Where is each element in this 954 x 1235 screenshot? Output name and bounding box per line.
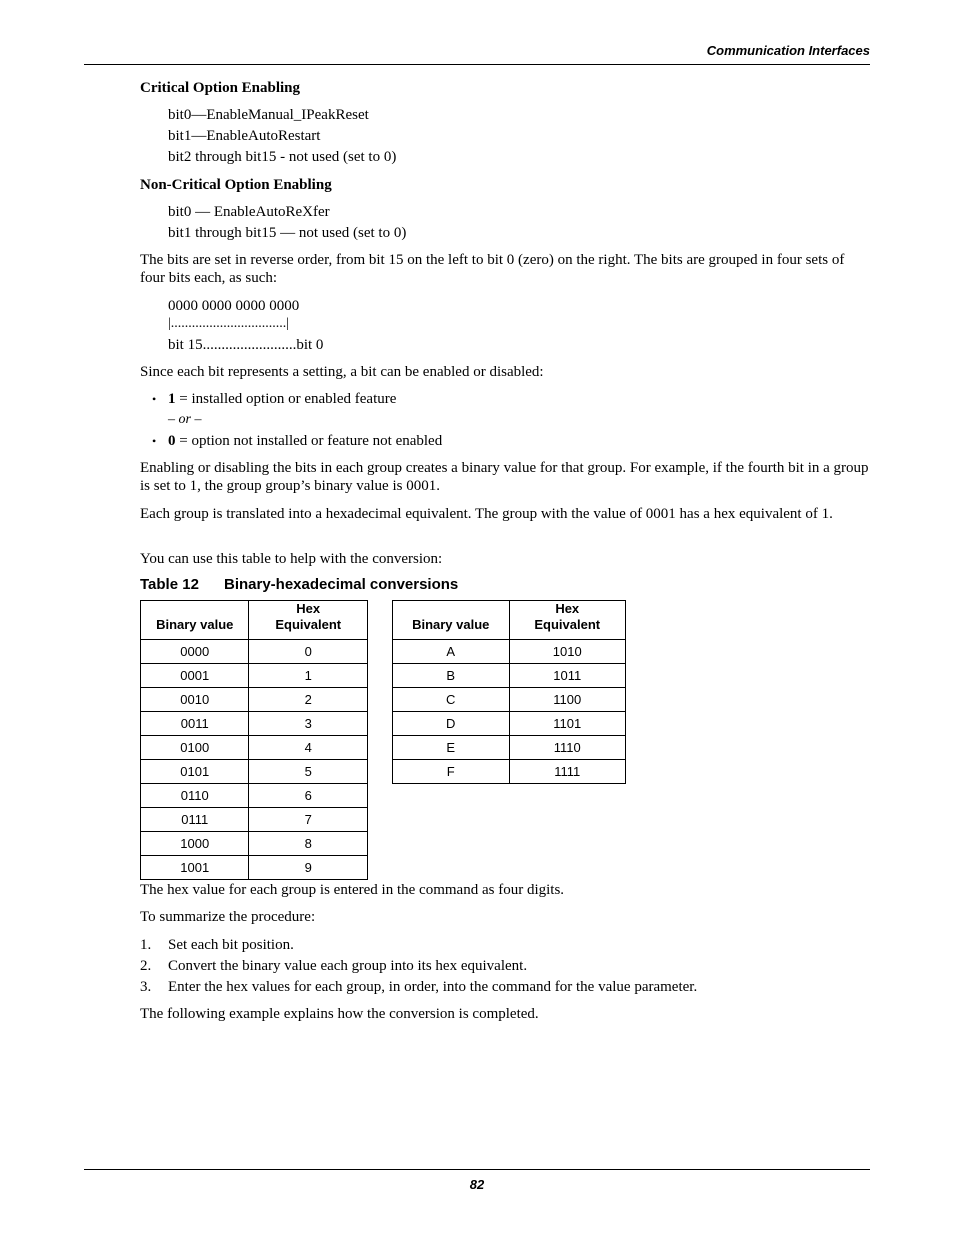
table-row (393, 712, 626, 736)
bullet-item-zero (168, 432, 442, 450)
noncritical-heading: Non-Critical Option Enabling (140, 177, 332, 193)
critical-item: bit2 through bit15 - not used (set to 0) (168, 149, 397, 165)
running-header: Communication Interfaces (706, 43, 870, 58)
binary-value-cell: 0110 (141, 784, 249, 808)
paragraph-summarize: To summarize the procedure: (140, 909, 316, 925)
bullet-bold-value: 0 (168, 433, 176, 449)
binary-value-cell: E (393, 736, 510, 760)
bullet-icon: • (152, 434, 157, 448)
table-row (141, 640, 368, 664)
page-number: 82 (469, 1177, 485, 1192)
table-row (141, 784, 368, 808)
bullet-text: = option not installed or feature not enabled (175, 433, 443, 449)
table-row (393, 760, 626, 784)
critical-heading: Critical Option Enabling (140, 80, 301, 96)
paragraph-following: The following example explains how the conversion is completed. (140, 1006, 539, 1022)
bit-diagram-line: |.................................| (168, 316, 290, 331)
step-number: 3. (140, 979, 152, 995)
table-row (141, 832, 368, 856)
step-number: 1. (140, 937, 152, 953)
hex-equivalent-cell: 0 (249, 640, 368, 664)
hex-equivalent-cell: 1110 (509, 736, 626, 760)
column-header-binary: Binary value (141, 601, 249, 640)
critical-item: bit1—EnableAutoRestart (168, 128, 321, 144)
table-row (393, 640, 626, 664)
binary-value-cell: A (393, 640, 510, 664)
table-row (141, 856, 368, 880)
step-text: Enter the hex values for each group, in order, into the command for the value parameter. (168, 979, 698, 995)
binary-value-cell: 1001 (141, 856, 249, 880)
step-text: Convert the binary value each group into its hex equivalent. (168, 958, 528, 974)
paragraph-use-table: You can use this table to help with the conversion: (140, 551, 443, 567)
footer-rule (84, 1169, 870, 1170)
hex-equivalent-cell: 5 (249, 760, 368, 784)
table-title: Binary-hexadecimal conversions (224, 576, 459, 593)
hex-equivalent-cell: 1011 (509, 664, 626, 688)
table-row (141, 664, 368, 688)
step-number: 2. (140, 958, 152, 974)
bullet-or-separator: – or – (168, 412, 202, 427)
hex-equivalent-cell: 1 (249, 664, 368, 688)
conversion-table-right (392, 600, 626, 784)
binary-value-cell: F (393, 760, 510, 784)
binary-value-cell: 0000 (141, 640, 249, 664)
column-header-hex (509, 601, 626, 640)
table-row (393, 664, 626, 688)
binary-value-cell: 1000 (141, 832, 249, 856)
noncritical-item: bit1 through bit15 — not used (set to 0) (168, 225, 407, 241)
column-header-hex-text: Hex Equivalent (275, 601, 342, 632)
paragraph-setting: Since each bit represents a setting, a bit can be enabled or disabled: (140, 364, 544, 380)
header-rule (84, 64, 870, 65)
hex-equivalent-cell: 1100 (509, 688, 626, 712)
table-row (393, 688, 626, 712)
noncritical-item: bit0 — EnableAutoReXfer (168, 204, 330, 220)
table-row (141, 760, 368, 784)
binary-value-cell: 0010 (141, 688, 249, 712)
bullet-bold-value: 1 (168, 391, 176, 407)
hex-equivalent-cell: 1010 (509, 640, 626, 664)
hex-equivalent-cell: 4 (249, 736, 368, 760)
hex-equivalent-cell: 9 (249, 856, 368, 880)
table-row (141, 688, 368, 712)
table-row (393, 736, 626, 760)
hex-equivalent-cell: 8 (249, 832, 368, 856)
binary-value-cell: 0101 (141, 760, 249, 784)
paragraph-enabling: Enabling or disabling the bits in each group creates a binary value for that group. For example, if the fourth bit in a group is set to 1, the group group’s binary value is 0001. (140, 460, 869, 494)
binary-value-cell: 0001 (141, 664, 249, 688)
paragraph-reverse-order: The bits are set in reverse order, from bit 15 on the left to bit 0 (zero) on the right. The bits are grouped in four sets of four bits each, as such: (140, 252, 845, 286)
binary-value-cell: 0111 (141, 808, 249, 832)
critical-item: bit0—EnableManual_IPeakReset (168, 107, 369, 123)
binary-value-cell: 0100 (141, 736, 249, 760)
bit-diagram-line: 0000 0000 0000 0000 (168, 298, 300, 314)
binary-value-cell: D (393, 712, 510, 736)
table-caption (140, 576, 458, 593)
binary-value-cell: B (393, 664, 510, 688)
binary-value-cell: 0011 (141, 712, 249, 736)
hex-equivalent-cell: 7 (249, 808, 368, 832)
paragraph-translated: Each group is translated into a hexadecimal equivalent. The group with the value of 0001 has a hex equivalent of 1. (140, 506, 833, 522)
conversion-table-left (140, 600, 368, 880)
bullet-icon: • (152, 392, 157, 406)
hex-equivalent-cell: 2 (249, 688, 368, 712)
bullet-item-one (168, 390, 396, 408)
table-row (141, 712, 368, 736)
paragraph-hex-value: The hex value for each group is entered in the command as four digits. (140, 882, 565, 898)
table-row (141, 808, 368, 832)
hex-equivalent-cell: 1111 (509, 760, 626, 784)
column-header-hex-text: Hex Equivalent (534, 601, 601, 632)
bit-diagram-line: bit 15.........................bit 0 (168, 337, 324, 353)
hex-equivalent-cell: 6 (249, 784, 368, 808)
bullet-text: = installed option or enabled feature (175, 391, 397, 407)
table-number: Table 12 (140, 576, 199, 593)
table-row (141, 736, 368, 760)
column-header-binary: Binary value (393, 601, 510, 640)
binary-value-cell: C (393, 688, 510, 712)
hex-equivalent-cell: 3 (249, 712, 368, 736)
step-text: Set each bit position. (168, 937, 294, 953)
hex-equivalent-cell: 1101 (509, 712, 626, 736)
column-header-hex (249, 601, 368, 640)
